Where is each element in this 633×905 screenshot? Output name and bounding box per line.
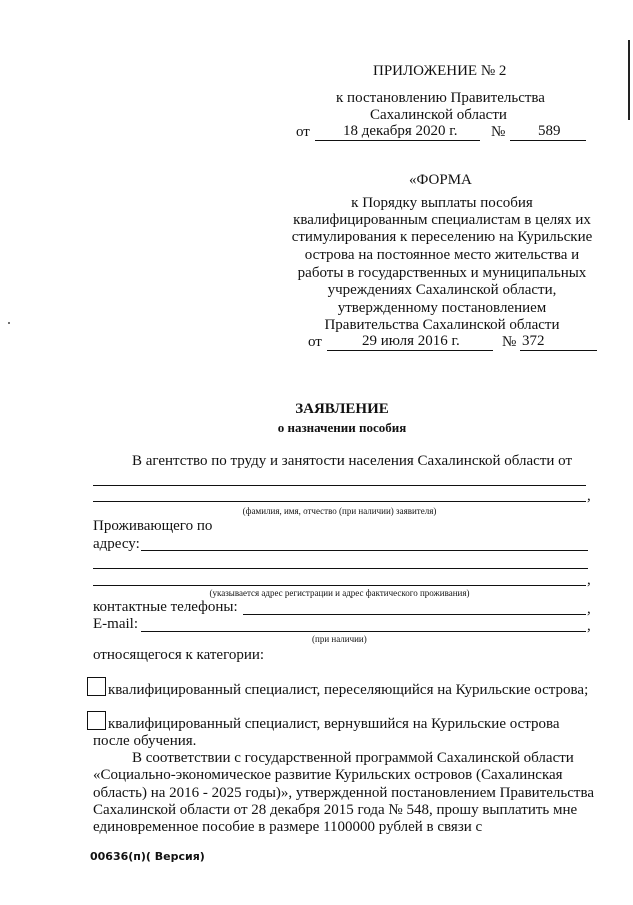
appendix-number-line [510,140,586,141]
statement-heading: ЗАЯВЛЕНИЕ [295,401,389,417]
form-line: Правительства Сахалинской области [324,317,560,333]
name-line-2 [93,501,586,502]
option-relocating-label: квалифицированный специалист, переселяющийся на Курильские острова; [108,682,589,698]
email-label: E-mail: [93,616,138,632]
comma: , [587,601,591,617]
comma: , [587,572,591,588]
form-date-line [327,350,493,351]
option-returned-label: квалифицированный специалист, вернувшийся на Курильские острова [108,716,560,732]
category-label: относящегося к категории: [93,647,265,663]
category-checkbox-relocating[interactable] [87,677,106,696]
appendix-line1: к постановлению Правительства [336,90,545,106]
appendix-title: ПРИЛОЖЕНИЕ № 2 [373,63,507,79]
form-line: учреждениях Сахалинской области, [327,282,557,298]
appendix-from-label: от [296,124,310,140]
footer-code: 00636(п)( Версия) [90,850,205,863]
address-hint: (указывается адрес регистрации и адрес фактического проживания) [209,588,470,598]
paragraph-line: В соответствии с государственной программой Сахалинской области [132,750,574,766]
scan-dot [8,322,10,324]
form-number-line [520,350,597,351]
address-line-1 [141,550,588,551]
address-line-3 [93,585,586,586]
form-line: работы в государственных и муниципальных [297,265,587,281]
appendix-number: 589 [538,123,561,139]
paragraph-line: область) на 2016 - 2025 годы)», утвержденной постановлением Правительства [93,785,594,801]
address-label: адресу: [93,536,140,552]
form-date: 29 июля 2016 г. [362,333,460,349]
comma: , [587,488,591,504]
appendix-date-line [315,140,480,141]
statement-subheading: о назначении пособия [277,420,407,435]
paragraph-line: «Социально-экономическое развитие Курильских островов (Сахалинская [93,767,563,783]
phones-line [243,614,586,615]
appendix-date: 18 декабря 2020 г. [343,123,458,139]
form-line: острова на постоянное место жительства и [304,247,580,263]
paragraph-line: единовременное пособие в размере 1100000 рублей в связи с [93,819,483,835]
address-line-2 [93,568,588,569]
category-checkbox-returned[interactable] [87,711,106,730]
name-hint: (фамилия, имя, отчество (при наличии) заявителя) [242,506,437,516]
form-line: стимулирования к переселению на Курильские [291,229,593,245]
form-num-label: № [502,334,517,350]
form-line: утвержденному постановлением [337,300,547,316]
phones-label: контактные телефоны: [93,599,238,615]
form-from-label: от [308,334,322,350]
form-line: к Порядку выплаты пособия [351,195,533,211]
form-title: «ФОРМА [409,172,472,188]
scan-edge-mark [628,40,630,120]
residing-label: Проживающего по [93,518,213,534]
agency-line: В агентство по труду и занятости населения Сахалинской области от [132,453,573,469]
appendix-num-label: № [491,124,506,140]
email-line [141,631,586,632]
comma: , [587,618,591,634]
appendix-line2: Сахалинской области [370,107,507,123]
paragraph-line: Сахалинской области от 28 декабря 2015 года № 548, прошу выплатить мне [93,802,578,818]
form-number: 372 [522,333,545,349]
name-line-1 [93,485,586,486]
email-hint: (при наличии) [312,634,367,644]
form-line: квалифицированным специалистам в целях их [293,212,591,228]
option-returned-label-cont: после обучения. [93,733,197,749]
